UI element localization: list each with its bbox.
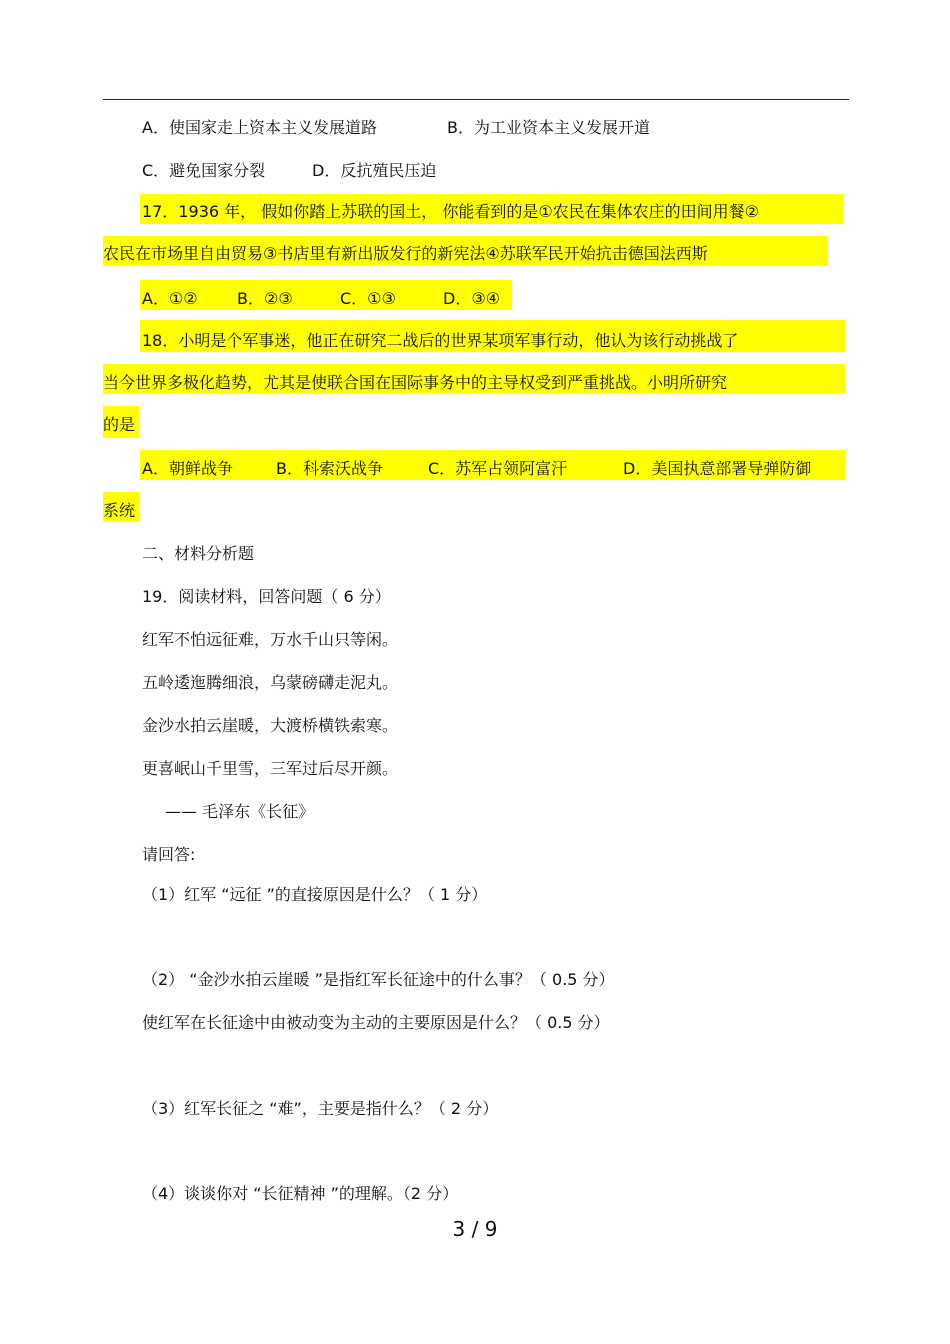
q17-option-b: B．②③ xyxy=(237,289,293,308)
q18-option-c: C．苏军占领阿富汗 xyxy=(428,459,568,478)
header-rule xyxy=(103,99,849,100)
sub-question-2b: 使红军在长征途中由被动变为主动的主要原因是什么？（ 0.5 分） xyxy=(142,1013,610,1032)
q16-option-a: A．使国家走上资本主义发展道路 xyxy=(142,118,377,137)
q17-option-a: A．①② xyxy=(142,289,198,308)
poem-line-4: 更喜岷山千里雪，三军过后尽开颜。 xyxy=(142,759,399,778)
sub-question-4: （4）谈谈你对 “长征精神 ”的理解。（2 分） xyxy=(142,1184,459,1203)
page-number: 3 / 9 xyxy=(452,1217,498,1241)
q18-option-b: B．科索沃战争 xyxy=(276,459,383,478)
section-title: 二、材料分析题 xyxy=(142,544,255,563)
q17-stem-line2: 农民在市场里自由贸易③书店里有新出版发行的新宪法④苏联军民开始抗击德国法西斯 xyxy=(103,244,708,263)
q17-option-c: C．①③ xyxy=(340,289,396,308)
q16-option-d: D．反抗殖民压迫 xyxy=(312,161,437,180)
q18-option-a: A．朝鲜战争 xyxy=(142,459,233,478)
q17-stem-line1: 17．1936 年， 假如你踏上苏联的国土， 你能看到的是①农民在集体农庄的田间用餐② xyxy=(142,202,760,221)
q18-stem-line1: 18．小明是个军事迷，他正在研究二战后的世界某项军事行动，他认为该行动挑战了 xyxy=(142,331,739,350)
q16-option-b: B．为工业资本主义发展开道 xyxy=(447,118,650,137)
sub-question-1: （1）红军 “远征 ”的直接原因是什么？（ 1 分） xyxy=(142,885,488,904)
q16-option-c: C．避免国家分裂 xyxy=(142,161,266,180)
q17-option-d: D．③④ xyxy=(443,289,501,308)
poem-attribution: —— 毛泽东《长征》 xyxy=(165,802,315,821)
q18-stem-line2: 当今世界多极化趋势，尤其是使联合国在国际事务中的主导权受到严重挑战。小明所研究 xyxy=(103,373,728,392)
sub-question-2: （2） “金沙水拍云崖暖 ”是指红军长征途中的什么事？（ 0.5 分） xyxy=(142,970,615,989)
poem-line-3: 金沙水拍云崖暖，大渡桥横铁索寒。 xyxy=(142,716,399,735)
sub-question-3: （3）红军长征之 “难”，主要是指什么？（ 2 分） xyxy=(142,1099,499,1118)
q18-option-d: D．美国执意部署导弹防御 xyxy=(623,459,812,478)
q19-header: 19．阅读材料，回答问题（ 6 分） xyxy=(142,587,391,606)
poem-line-2: 五岭逶迤腾细浪，乌蒙磅礴走泥丸。 xyxy=(142,673,399,692)
poem-line-1: 红军不怕远征难，万水千山只等闲。 xyxy=(142,630,399,649)
answer-prompt: 请回答: xyxy=(142,845,196,864)
q18-stem-line3: 的是 xyxy=(103,415,136,434)
q18-option-d-tail: 系统 xyxy=(103,501,136,520)
